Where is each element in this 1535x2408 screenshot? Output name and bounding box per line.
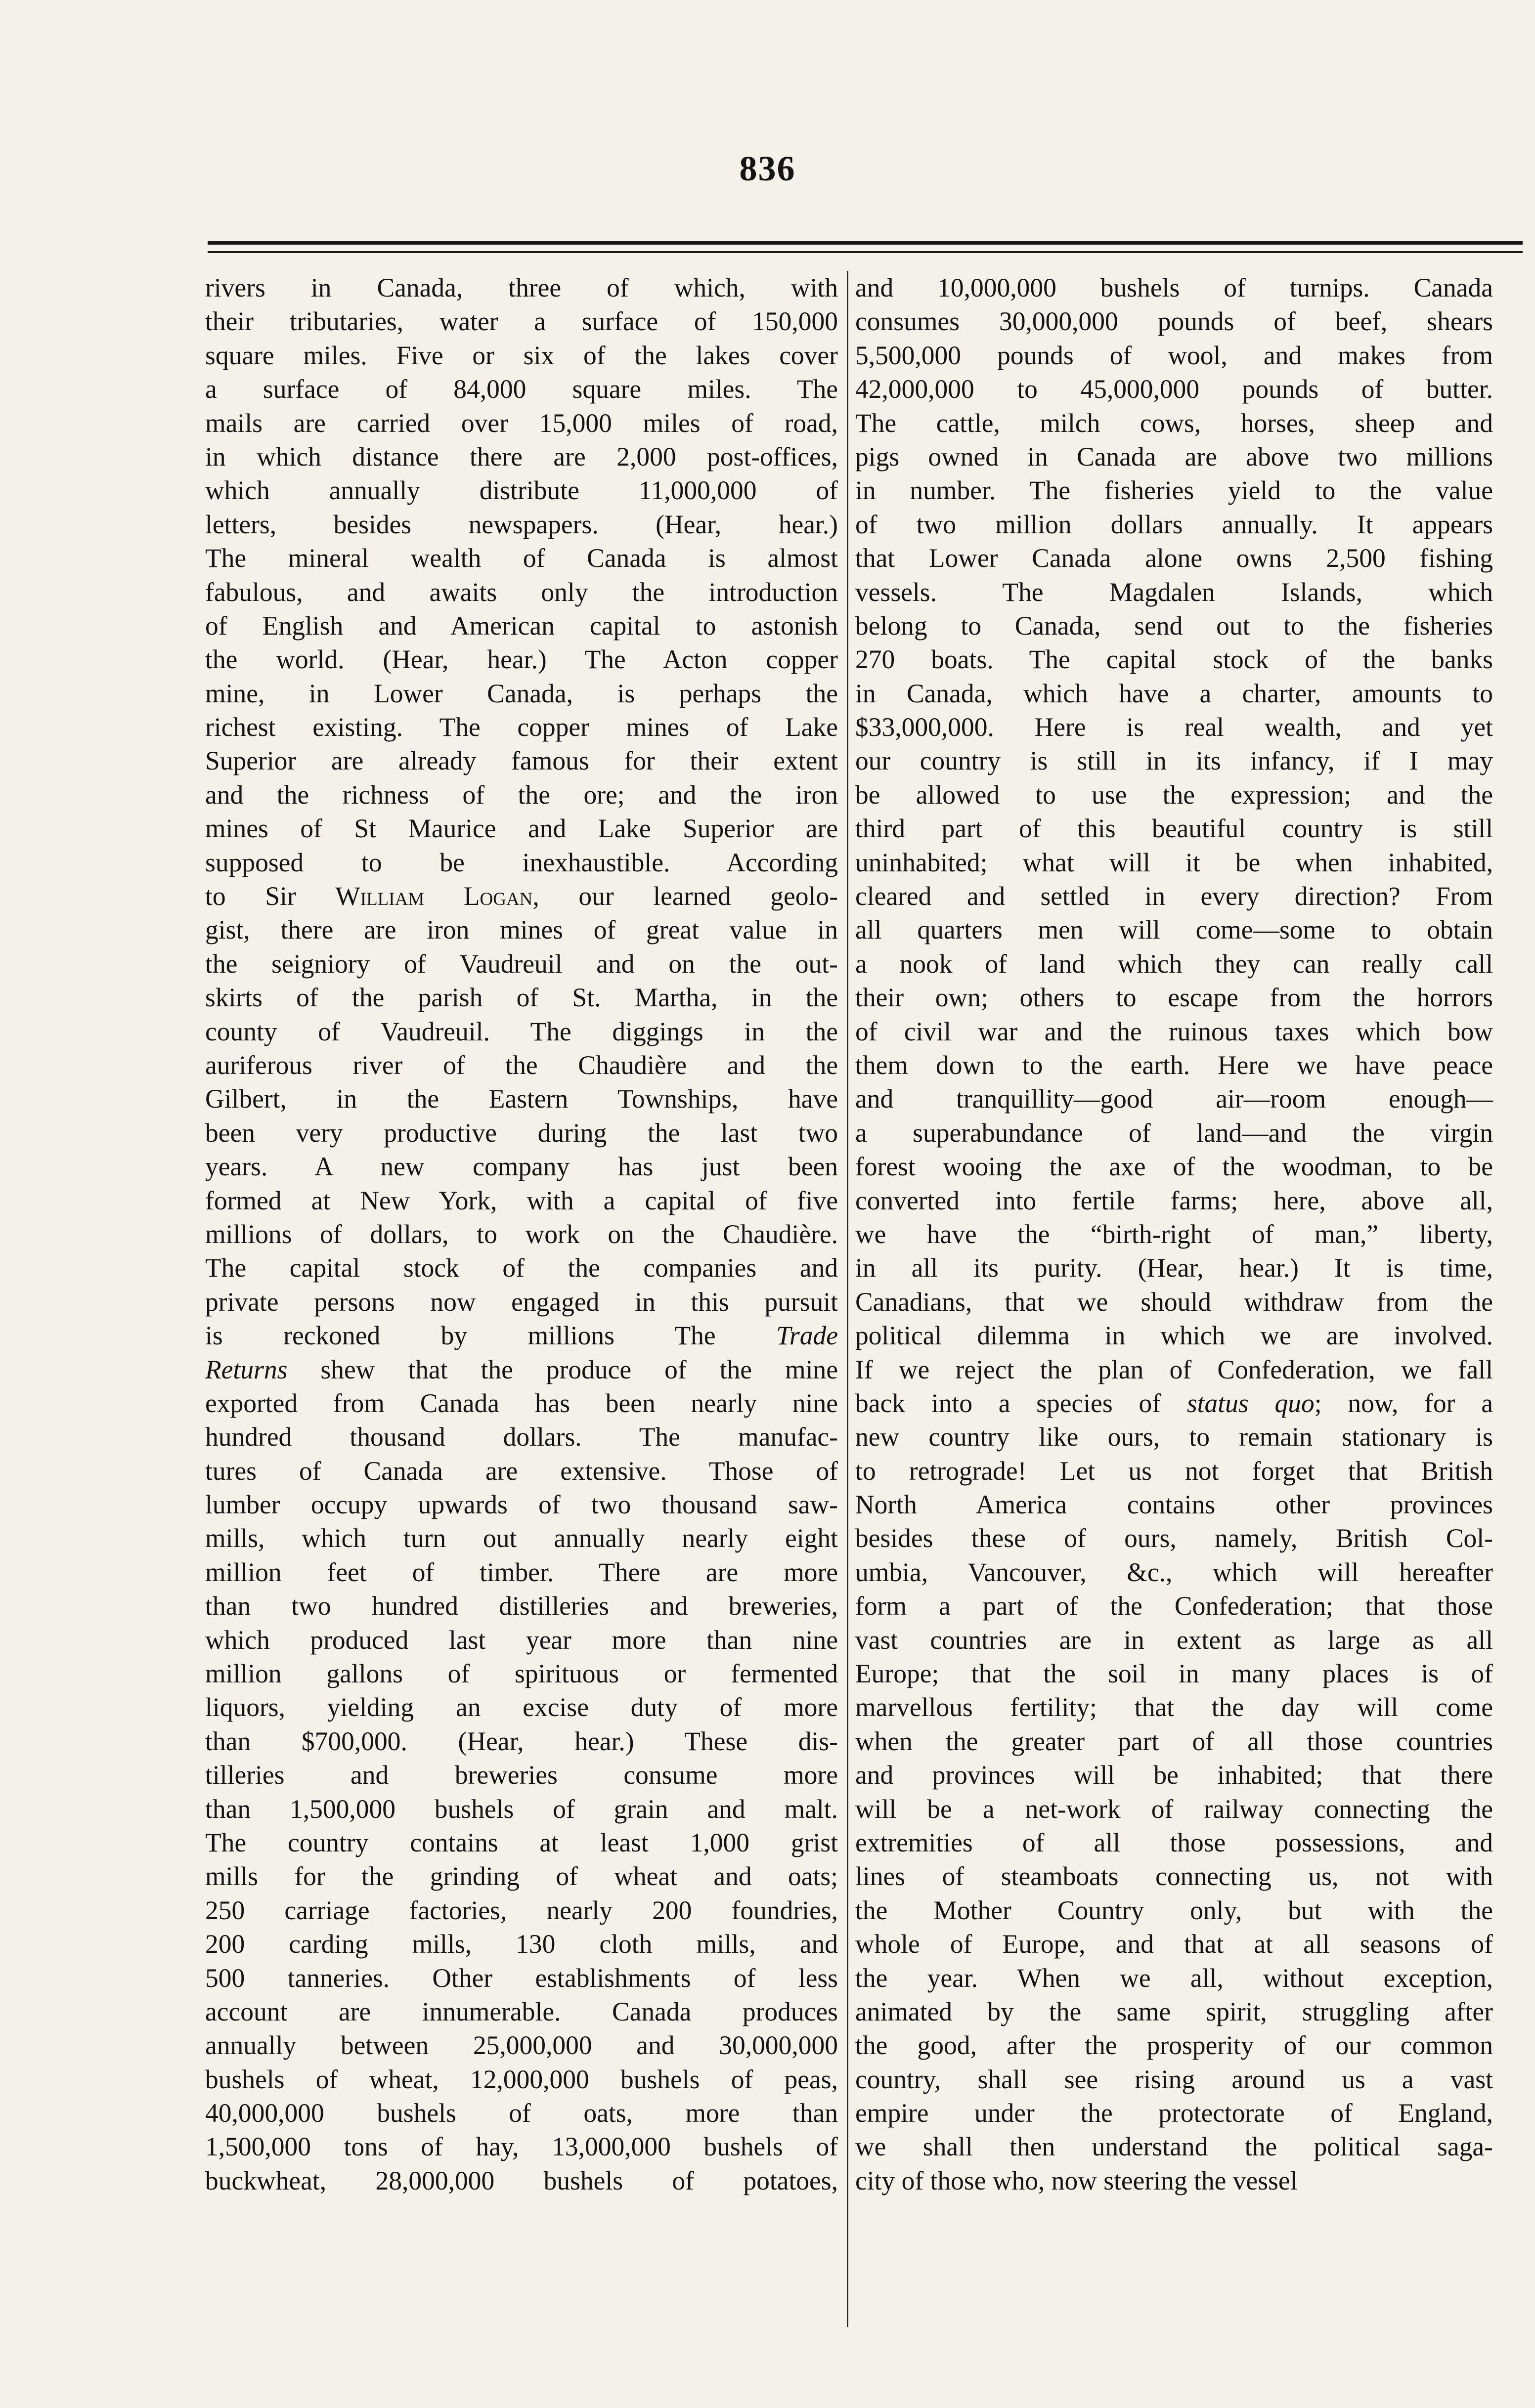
text-line: consumes 30,000,000 pounds of beef, shears [855,306,1493,337]
text-line: in which distance there are 2,000 post-offices, [205,441,838,472]
text-line-italic: is reckoned by millions The Trade [205,1321,838,1351]
text-line-italic: Returns shew that the produce of the mine [205,1354,838,1384]
text-line: will be a net-work of railway connecting the [855,1794,1493,1824]
text-line: auriferous river of the Chaudière and the [205,1050,838,1080]
header-rule-thin [208,251,1523,253]
text-line: cleared and settled in every direction? From [855,881,1493,911]
text-line: Canadians, that we should withdraw from the [855,1287,1493,1317]
small-caps-name: William Logan [335,881,533,911]
text-line: in number. The fisheries yield to the value [855,475,1493,506]
text-line: uninhabited; what will it be when inhabited, [855,847,1493,877]
text-line: their own; others to escape from the horrors [855,983,1493,1013]
text-line: and tranquillity—good air—room enough— [855,1084,1493,1114]
text-line: umbia, Vancouver, &c., which will hereafter [855,1557,1493,1587]
text-line: private persons now engaged in this pursuit [205,1287,838,1317]
text-line: The cattle, milch cows, horses, sheep and [855,408,1493,438]
text-line: whole of Europe, and that at all seasons of [855,1929,1493,1959]
text-line: gist, there are iron mines of great value in [205,915,838,945]
text-line: city of those who, now steering the vessel [855,2165,1298,2195]
text-line: million feet of timber. There are more [205,1557,838,1587]
page-number: 836 [739,149,796,188]
text-line: tilleries and breweries consume more [205,1760,838,1790]
text-line: supposed to be inexhaustible. According [205,847,838,877]
text-line: a surface of 84,000 square miles. The [205,374,838,404]
text-line: North America contains other provinces [855,1490,1493,1520]
text-line: 270 boats. The capital stock of the banks [855,645,1493,675]
text-line: annually between 25,000,000 and 30,000,000 [205,2030,838,2061]
text-line: the seigniory of Vaudreuil and on the out- [205,948,838,979]
text-line: mills, which turn out annually nearly eight [205,1523,838,1553]
text-line: Europe; that the soil in many places is of [855,1659,1493,1689]
text-line: The mineral wealth of Canada is almost [205,543,838,573]
text-line: we have the “birth-right of man,” liberty, [855,1219,1493,1249]
text-line: pigs owned in Canada are above two millions [855,441,1493,472]
text-line: lumber occupy upwards of two thousand saw- [205,1490,838,1520]
text-line: Gilbert, in the Eastern Townships, have [205,1084,838,1114]
text-line: rivers in Canada, three of which, with [205,273,838,302]
text-line: The capital stock of the companies and [205,1253,838,1283]
text-line: country, shall see rising around us a vast [855,2064,1493,2094]
text-line: and the richness of the ore; and the iron [205,779,838,810]
text-line: letters, besides newspapers. (Hear, hear.) [205,509,838,539]
text-line: $33,000,000. Here is real wealth, and yet [855,712,1493,742]
text-line: extremities of all those possessions, and [855,1827,1493,1857]
text-line: county of Vaudreuil. The diggings in the [205,1016,838,1046]
text-line: been very productive during the last two [205,1118,838,1148]
text-line: a superabundance of land—and the virgin [855,1118,1493,1148]
text-line: millions of dollars, to work on the Chaudière. [205,1219,838,1249]
text-line: formed at New York, with a capital of five [205,1185,838,1215]
text-line-italic: back into a species of status quo; now, for a [855,1388,1493,1418]
text-line: 1,500,000 tons of hay, 13,000,000 bushels of [205,2132,838,2162]
left-column [205,271,838,2197]
text-line: and provinces will be inhabited; that there [855,1760,1493,1790]
text-line: converted into fertile farms; here, above all, [855,1185,1493,1215]
text-line: be allowed to use the expression; and the [855,779,1493,810]
text-line: new country like ours, to remain stationary is [855,1422,1493,1452]
text-line: that Lower Canada alone owns 2,500 fishing [855,543,1493,573]
text-line: third part of this beautiful country is still [855,814,1493,844]
text-line: richest existing. The copper mines of Lake [205,712,838,742]
text-line: the Mother Country only, but with the [855,1895,1493,1925]
text-line: marvellous fertility; that the day will come [855,1692,1493,1722]
text-line: a nook of land which they can really call [855,948,1493,979]
text-line: 42,000,000 to 45,000,000 pounds of butter. [855,374,1493,404]
text-line: our country is still in its infancy, if I may [855,746,1493,776]
text-line: years. A new company has just been [205,1152,838,1182]
text-line: million gallons of spirituous or fermented [205,1659,838,1689]
column-divider [847,271,848,2327]
text-line: animated by the same spirit, struggling after [855,1996,1493,2026]
italic-phrase: Returns [205,1354,288,1384]
text-line: mills for the grinding of wheat and oats; [205,1861,838,1892]
text-line: 5,500,000 pounds of wool, and makes from [855,340,1493,370]
text-line: If we reject the plan of Confederation, we fall [855,1354,1493,1384]
header-rule-thick [208,241,1523,245]
text-line: exported from Canada has been nearly nine [205,1388,838,1418]
text-line: in Canada, which have a charter, amounts to [855,678,1493,708]
text-line: lines of steamboats connecting us, not with [855,1861,1493,1892]
text-line: besides these of ours, namely, British Col- [855,1523,1493,1553]
text-line: the year. When we all, without exception, [855,1963,1493,1993]
text-line: account are innumerable. Canada produces [205,1996,838,2026]
text-line: mines of St Maurice and Lake Superior are [205,814,838,844]
text-line: forest wooing the axe of the woodman, to be [855,1152,1493,1182]
text-line: 40,000,000 bushels of oats, more than [205,2098,838,2128]
text-line: political dilemma in which we are involved. [855,1321,1493,1351]
text-line: all quarters men will come—some to obtain [855,915,1493,945]
text-line: of civil war and the ruinous taxes which bow [855,1016,1493,1046]
text-line: The country contains at least 1,000 grist [205,1827,838,1857]
right-column [855,271,1493,2197]
italic-phrase: Trade [776,1321,838,1351]
text-line: and 10,000,000 bushels of turnips. Canada [855,273,1493,302]
text-line: vast countries are in extent as large as all [855,1625,1493,1655]
text-line: buckwheat, 28,000,000 bushels of potatoes, [205,2165,838,2195]
italic-phrase: status quo [1186,1388,1315,1418]
text-line: which produced last year more than nine [205,1625,838,1655]
text-line: mine, in Lower Canada, is perhaps the [205,678,838,708]
text-line: than two hundred distilleries and breweries, [205,1591,838,1621]
text-line: 200 carding mills, 130 cloth mills, and [205,1929,838,1959]
text-line: form a part of the Confederation; that those [855,1591,1493,1621]
text-line: their tributaries, water a surface of 150,000 [205,306,838,337]
text-line: bushels of wheat, 12,000,000 bushels of peas, [205,2064,838,2094]
text-line: them down to the earth. Here we have peace [855,1050,1493,1080]
text-line: tures of Canada are extensive. Those of [205,1456,838,1486]
text-line: 250 carriage factories, nearly 200 foundries, [205,1895,838,1925]
text-line: liquors, yielding an excise duty of more [205,1692,838,1722]
text-line: to retrograde! Let us not forget that British [855,1456,1493,1486]
text-line: fabulous, and awaits only the introduction [205,577,838,607]
text-line: in all its purity. (Hear, hear.) It is time, [855,1253,1493,1283]
text-line: than 1,500,000 bushels of grain and malt. [205,1794,838,1824]
text-line: which annually distribute 11,000,000 of [205,475,838,506]
text-line: vessels. The Magdalen Islands, which [855,577,1493,607]
text-line: when the greater part of all those countries [855,1726,1493,1756]
text-line: of English and American capital to astonish [205,610,838,641]
text-line: square miles. Five or six of the lakes cover [205,340,838,370]
text-line: Superior are already famous for their extent [205,746,838,776]
text-line: belong to Canada, send out to the fisheries [855,610,1493,641]
text-line: we shall then understand the political saga- [855,2132,1493,2162]
text-line: 500 tanneries. Other establishments of less [205,1963,838,1993]
text-line: the world. (Hear, hear.) The Acton copper [205,645,838,675]
text-line: than $700,000. (Hear, hear.) These dis- [205,1726,838,1756]
text-line-with-name: to Sir William Logan, our learned geolo- [205,881,838,911]
text-line: the good, after the prosperity of our common [855,2030,1493,2061]
text-line: skirts of the parish of St. Martha, in the [205,983,838,1013]
text-line: empire under the protectorate of England, [855,2098,1493,2128]
text-line: hundred thousand dollars. The manufac- [205,1422,838,1452]
text-line: of two million dollars annually. It appears [855,509,1493,539]
text-line: mails are carried over 15,000 miles of road, [205,408,838,438]
